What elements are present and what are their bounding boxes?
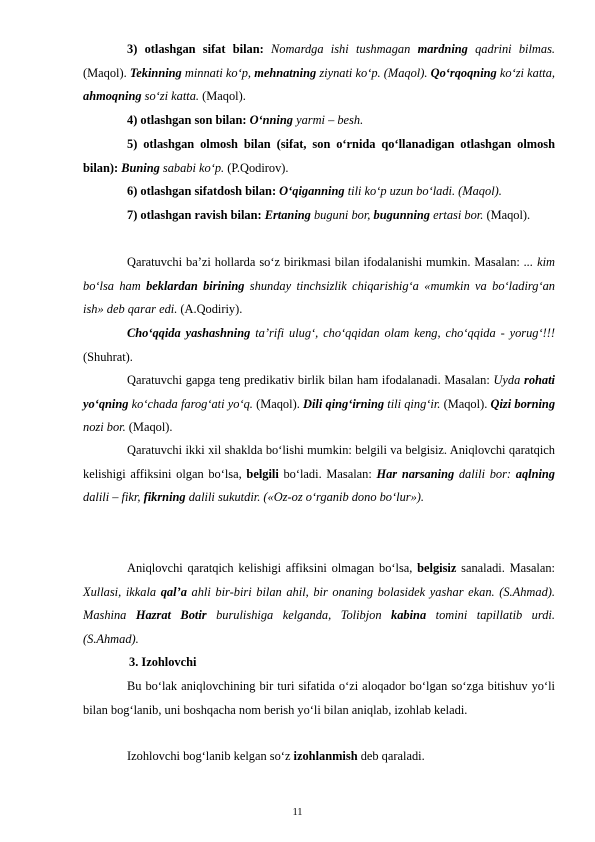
paragraph-otlashgan-ravish [83,204,555,228]
text-run: dalili sukutdir. («Oz-oz o‘rganib dono bo‘lur»). [185,490,425,504]
text-run: burulishiga kelganda, Tolibjon [206,608,392,622]
text-run: (Maqol). [440,396,491,411]
text-run: dalili bor: [454,466,516,481]
text-run: (Maqol). [125,420,173,434]
paragraph-otlashgan-sifat [83,38,555,109]
paragraph-predikativ-birlik [83,369,555,440]
text-run: belgisiz [417,561,457,575]
paragraph-belgili-belgisiz [83,439,555,510]
text-run: Qo‘rqoqning [430,65,497,80]
text-run: bugunning [373,208,430,222]
text-run: Izohlovchi bog‘lanib kelgan so‘z [127,749,294,763]
text-run: ahli bir-biri bilan ahil, bir onaning bolasidek yashar ekan. (S.Ahmad). Mashina [83,584,555,622]
text-run: Qizi borning [490,396,556,411]
text-run: (Maqol). [483,208,531,222]
text-run: Bu bo‘lak aniqlovchining bir turi sifatida o‘zi aloqador bo‘lgan so‘zga bitishuv yo‘li bilan bog‘lanib, uni boshqacha nom berish yo‘li bilan aniqlab, izohlab keladi. [83,679,555,717]
text-run: (Shuhrat). [83,349,133,364]
text-run: yarmi – besh. [292,113,364,127]
text-run: Qaratuvchi gapga teng predikativ birlik bilan ham ifodalanadi. Masalan: [127,373,494,387]
text-run: ziynati ko‘p. (Maqol). [316,65,431,80]
text-run: aqlning [515,466,556,481]
text-run: rohati yo‘qning [83,373,555,411]
text-run: 4) otlashgan son bilan: [127,113,250,127]
text-run: 6) otlashgan sifatdosh bilan: [127,184,280,198]
section-heading-izohlovchi [83,651,555,675]
text-run: izohlanmish [293,749,358,763]
text-run: fikrning [143,490,186,504]
text-run: Uyda [493,373,524,387]
text-run: dalili – fikr, [83,490,144,504]
text-run: (Maqol). [252,396,304,411]
paragraph-shuhrat-example [83,322,555,369]
text-run: (P.Qodirov). [224,160,289,175]
text-run: 5) otlashgan olmosh bilan (sifat, son o‘rnida qo‘llanadigan otlashgan olmosh bilan): [83,137,555,175]
paragraph-otlashgan-olmosh [83,133,555,180]
text-run: ahmoqning [83,89,142,103]
paragraph-izohlanmish [83,745,555,769]
text-run: Qaratuvchi ba’zi hollarda so‘z birikmasi bilan ifodalanishi mumkin. Masalan: [127,255,524,269]
text-run: shunday tinchsizlik chiqarishig‘a «mumkin va bo‘ladirg‘an ish» deb qarar edi. [83,278,555,316]
text-run: (Maqol). [199,89,246,103]
text-run: Qaratuvchi ikki xil shaklda bo‘lishi mumkin: belgili va belgisiz. Aniqlovchi qaratqich kelishigi affiksini olgan bo‘lsa, [83,443,555,481]
text-run: tili qing‘ir. [384,396,441,411]
heading-text: 3. Izohlovchi [129,655,197,669]
text-run: tili ko‘p uzun bo‘ladi. (Maqol). [344,184,502,198]
paragraph-otlashgan-son [83,109,555,133]
text-run: Tekinning [129,65,182,80]
text-run: tomini tapillatib urdi. (S.Ahmad). [83,608,555,646]
text-run: Dili qing‘irning [303,396,385,411]
text-run: sanaladi. Masalan: [456,561,555,575]
text-run: minnati ko‘p, [181,65,255,80]
text-run: kabina [391,608,427,622]
text-run: buguni bor, [310,208,374,222]
text-run: Buning [121,160,160,175]
text-run: mardning [417,42,468,56]
text-run: Ertaning [264,208,311,222]
text-run: ertasi bor. [430,208,484,222]
text-run: 3) otlashgan sifat bilan: [127,42,271,56]
page-number: 11 [292,807,303,818]
text-run: (Maqol). [83,65,130,80]
text-run: Cho‘qqida yashashning [127,326,251,340]
text-run: belgili [246,466,279,481]
text-run: beklardan birining [146,278,245,293]
text-run: ta’rifi ulug‘, cho‘qqidan olam keng, cho‘qqida - yorug‘!!! [250,326,555,340]
text-run: 7) otlashgan ravish bilan: [127,208,265,222]
text-run: Aniqlovchi qaratqich kelishigi affiksini olmagan bo‘lsa, [127,561,418,575]
text-run: ... kim bo‘lsa ham [83,255,555,293]
text-run: Xullasi, ikkala [83,584,161,599]
text-run: Har narsaning [376,466,455,481]
text-run: ko‘zi katta, [496,65,555,80]
text-run: bo‘ladi. Masalan: [278,466,377,481]
text-run: (A.Qodiriy). [177,302,243,316]
text-run: O‘nning [249,113,293,127]
paragraph-izohlovchi-definition [83,675,555,722]
text-run: so‘zi katta. [141,89,200,103]
text-run: mehnatning [254,65,317,80]
text-run: O‘qiganning [279,184,345,198]
paragraph-otlashgan-sifatdosh [83,180,555,204]
text-run: nozi bor. [83,420,126,434]
text-run: deb qaraladi. [357,749,425,763]
text-run: ko‘chada farog‘ati yo‘q. [128,396,253,411]
paragraph-belgisiz-example [83,557,555,651]
text-run: sababi ko‘p. [159,160,225,175]
text-run: Hazrat Botir [135,608,207,622]
paragraph-soz-birikmasi [83,251,555,322]
text-run: qal’a [160,584,187,599]
text-run: Nomardga ishi tushmagan [270,42,418,56]
text-run: qadrini bilmas. [467,42,555,56]
